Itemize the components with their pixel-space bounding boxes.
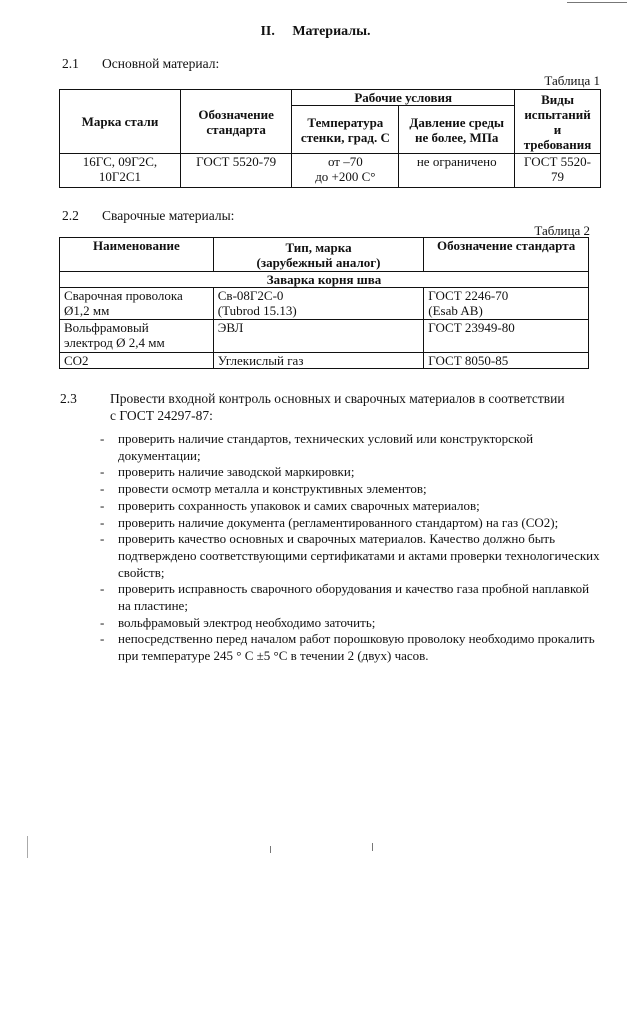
list-item [100, 531, 600, 581]
list-item-text: проверить качество основных и сварочных материалов. Качество должно быть подтверждено соответствующими сертификатами и актами проверки технологических свойств; [118, 531, 600, 580]
table1-header-conditions: Рабочие условия [292, 90, 515, 106]
table2-cell-standard [424, 288, 589, 320]
table2-cell-name [60, 288, 214, 320]
list-item [100, 498, 600, 515]
list-dash: - [100, 581, 105, 597]
table1-caption: Таблица 1 [544, 73, 600, 88]
table1-cell-temperature [292, 154, 399, 188]
table2-cell-type [213, 288, 424, 320]
table1-cell-pressure: не ограничено [399, 154, 515, 188]
table2-cell-type-line1: Св-08Г2С-0 [217, 288, 284, 303]
section-heading-title: Материалы. [292, 24, 371, 39]
table2-cell-type [213, 320, 424, 353]
section-2-3-line1: Провести входной контроль основных и сварочных материалов в соответствии [110, 391, 565, 406]
section-2-1-number: 2.1 [62, 56, 79, 71]
list-item-text: непосредственно перед началом работ порошковую проволоку необходимо прокалить при температуре 245 ° С ±5 °С в течении 2 (двух) часов. [118, 631, 595, 664]
list-item-text: проверить сохранность упаковок и самих сварочных материалов; [118, 497, 480, 513]
scan-artifact [372, 843, 373, 851]
checklist [100, 431, 600, 665]
list-item [100, 631, 600, 664]
list-dash: - [100, 514, 105, 530]
table1-header-temperature: Температура стенки, град. С [292, 106, 399, 154]
table2-cell-name [60, 320, 214, 353]
table2-cell-type: Углекислый газ [213, 353, 424, 369]
table2-cell-standard-line1: ГОСТ 23949-80 [428, 320, 515, 335]
table2-caption: Таблица 2 [534, 223, 590, 238]
table-row [60, 288, 589, 320]
table1-header-steel: Марка стали [60, 90, 181, 154]
section-2-1 [62, 56, 462, 74]
list-item-text: проверить наличие документа (регламентированного стандартом) на газ (CO2); [118, 514, 559, 530]
list-item-text: вольфрамовый электрод необходимо заточить; [118, 614, 376, 630]
table-row [60, 353, 589, 369]
table2-subheader: Заварка корня шва [60, 272, 589, 288]
section-heading [0, 24, 631, 40]
list-item [100, 431, 600, 464]
section-2-2-number: 2.2 [62, 208, 79, 223]
table2-cell-name: CO2 [60, 353, 214, 369]
section-2-2 [62, 208, 462, 226]
list-item-text: проверить исправность сварочного оборудования и качество газа пробной наплавкой на пластине; [118, 581, 590, 614]
list-item-text: проверить наличие заводской маркировки; [118, 464, 355, 480]
table2-cell-name-line1: Вольфрамовый [64, 320, 149, 335]
table1-temperature-from: от –70 [327, 154, 363, 169]
scan-artifact [27, 836, 28, 858]
table1-header-standard: Обозначение стандарта [180, 90, 291, 154]
table2-cell-name-line2: Ø1,2 мм [64, 303, 110, 318]
table2-header-name: Наименование [60, 238, 214, 272]
list-item [100, 581, 600, 614]
section-2-2-title: Сварочные материалы: [102, 208, 235, 223]
section-2-3 [60, 390, 600, 424]
list-dash: - [100, 631, 105, 647]
list-dash: - [100, 531, 105, 547]
list-item-text: проверить наличие стандартов, технических условий или конструкторской документации; [118, 431, 534, 463]
list-item [100, 515, 600, 532]
table2-cell-standard: ГОСТ 8050-85 [424, 353, 589, 369]
table2-cell-standard [424, 320, 589, 353]
scan-artifact [567, 2, 627, 3]
list-dash: - [100, 464, 105, 480]
table2 [59, 237, 589, 369]
table-row [60, 154, 601, 188]
table1-cell-steel: 16ГС, 09Г2С, 10Г2С1 [60, 154, 181, 188]
table2-cell-type-line2: (Tubrod 15.13) [217, 303, 297, 318]
list-dash: - [100, 431, 105, 446]
table2-cell-standard-line2: (Esab AB) [428, 303, 483, 318]
section-2-3-line2: с ГОСТ 24297-87: [110, 408, 213, 423]
section-2-3-number: 2.3 [60, 391, 77, 406]
table2-header-type-main: Тип, марка [285, 239, 352, 255]
table2-cell-standard-line1: ГОСТ 2246-70 [428, 288, 509, 303]
table2-header-type-sub: (зарубежный аналог) [256, 254, 381, 270]
list-dash: - [100, 497, 105, 513]
table1-header-pressure: Давление среды не более, МПа [399, 106, 515, 154]
table2-cell-name-line2: электрод Ø 2,4 мм [64, 335, 165, 350]
table-row [60, 320, 589, 353]
table2-header-type [213, 238, 424, 272]
table2-header-standard: Обозначение стандарта [424, 238, 589, 272]
list-item-text: провести осмотр металла и конструктивных элементов; [118, 481, 427, 497]
scan-artifact [270, 846, 271, 853]
table1 [59, 89, 601, 188]
table2-cell-type-line1: ЭВЛ [217, 320, 244, 335]
section-2-1-title: Основной материал: [102, 56, 220, 71]
section-heading-number: II. [260, 24, 275, 39]
table1-temperature-to: до +200 С° [315, 169, 376, 184]
list-item [100, 464, 600, 481]
table1-cell-standard: ГОСТ 5520-79 [180, 154, 291, 188]
list-dash: - [100, 481, 105, 497]
list-item [100, 481, 600, 498]
list-dash: - [100, 614, 105, 630]
table2-cell-name-line1: Сварочная проволока [64, 288, 183, 303]
table1-header-tests: Виды испытаний и требования [515, 90, 601, 154]
list-item [100, 615, 600, 632]
table1-cell-tests: ГОСТ 5520-79 [515, 154, 601, 188]
